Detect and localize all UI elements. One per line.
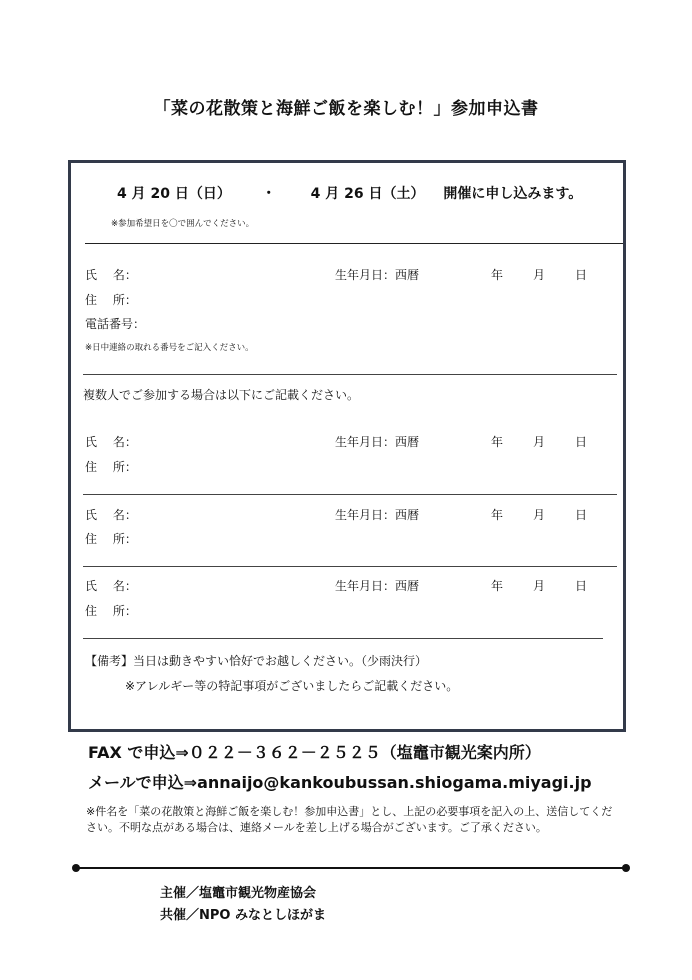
remarks: 【備考】当日は動きやすい恰好でお越しください。（少雨決行） xyxy=(85,654,428,668)
year-label: 年 xyxy=(491,435,504,449)
year-label: 年 xyxy=(491,579,504,593)
organizer-cohost: 共催／NPO みなとしほがま xyxy=(160,908,326,923)
remarks-allergy-note: ※アレルギー等の特記事項がございましたらご記載ください。 xyxy=(125,679,459,693)
name-label: 氏 名： xyxy=(85,508,137,522)
divider xyxy=(85,243,623,244)
application-form xyxy=(68,160,626,732)
address-label: 住 所： xyxy=(85,532,137,546)
birth-label: 生年月日：西暦 xyxy=(335,268,420,282)
fax-contact: FAX で申込⇒０２２－３６２－２５２５（塩竈市観光案内所） xyxy=(88,743,541,762)
phone-label: 電話番号： xyxy=(85,317,146,331)
date-options xyxy=(117,183,582,203)
day-label: 日 xyxy=(575,508,588,522)
month-label: 月 xyxy=(533,508,546,522)
separator-line xyxy=(76,867,626,869)
divider xyxy=(83,494,617,495)
date-note: ※参加希望日を〇で囲んでください。 xyxy=(111,219,255,229)
phone-note: ※日中連絡の取れる番号をご記入ください。 xyxy=(85,343,254,353)
birth-label: 生年月日：西暦 xyxy=(335,435,420,449)
birth-label: 生年月日：西暦 xyxy=(335,579,420,593)
name-label: 氏 名： xyxy=(85,268,137,282)
divider xyxy=(83,638,603,639)
month-label: 月 xyxy=(533,435,546,449)
year-label: 年 xyxy=(491,268,504,282)
day-label: 日 xyxy=(575,435,588,449)
date-separator: ・ xyxy=(261,186,276,202)
email-contact[interactable]: メールで申込⇒annaijo@kankoubussan.shiogama.miyagi.jp xyxy=(88,773,592,792)
separator-dot xyxy=(622,864,630,872)
name-label: 氏 名： xyxy=(85,579,137,593)
date-option-2[interactable]: 4 月 26 日（土） xyxy=(310,186,425,202)
address-label: 住 所： xyxy=(85,460,137,474)
address-label: 住 所： xyxy=(85,604,137,618)
day-label: 日 xyxy=(575,579,588,593)
year-label: 年 xyxy=(491,508,504,522)
month-label: 月 xyxy=(533,579,546,593)
month-label: 月 xyxy=(533,268,546,282)
divider xyxy=(83,374,617,375)
organizer-host: 主催／塩竈市観光物産協会 xyxy=(160,886,317,901)
date-suffix: 開催に申し込みます。 xyxy=(443,186,583,202)
form-title: 「菜の花散策と海鮮ご飯を楽しむ！」参加申込書 xyxy=(153,99,539,119)
address-label: 住 所： xyxy=(85,293,137,307)
multi-participant-note: 複数人でご参加する場合は以下にご記載ください。 xyxy=(83,388,360,402)
date-option-1[interactable]: 4 月 20 日（日） xyxy=(117,186,231,202)
birth-label: 生年月日：西暦 xyxy=(335,508,420,522)
name-label: 氏 名： xyxy=(85,435,137,449)
day-label: 日 xyxy=(575,268,588,282)
submission-note: ※件名を「菜の花散策と海鮮ご飯を楽しむ！参加申込書」とし、上記の必要事項を記入の上、送信してください。不明な点がある場合は、連絡メールを差し上げる場合がございます。ご了承ください。 xyxy=(86,805,613,834)
divider xyxy=(83,566,617,567)
